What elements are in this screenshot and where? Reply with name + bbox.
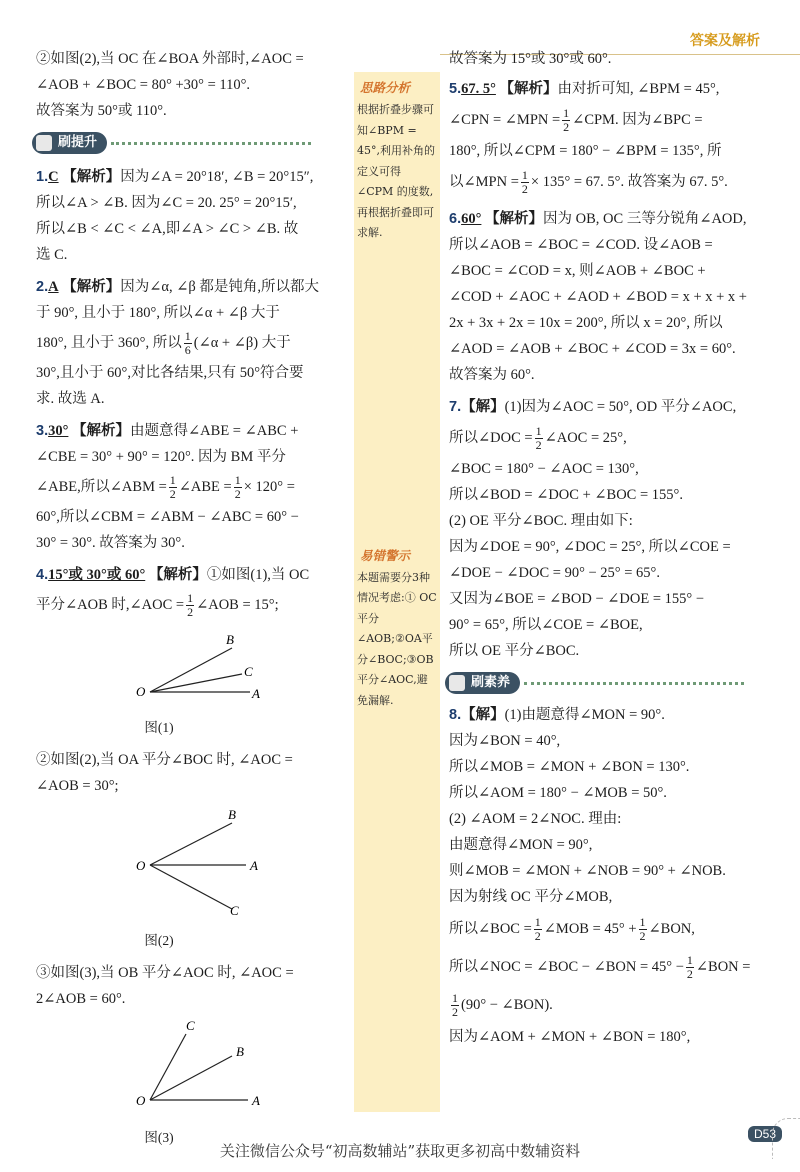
solution-text: $\frac{1}{2}$ (90° − ∠BON). <box>452 991 553 1020</box>
solution-text: 于 90°, 且小于 180°, 所以∠α + ∠β 大于 <box>36 305 280 321</box>
solution-text: (2) OE 平分∠BOC. 理由如下: <box>449 513 633 529</box>
section-badge <box>445 672 520 694</box>
solution-text: ∠COD + ∠AOC + ∠AOD + ∠BOD = x + x + x + <box>449 289 747 305</box>
point-label-o: O <box>136 684 146 699</box>
fraction: $\frac{1}{2}$ <box>187 591 194 620</box>
solution-text: 所以∠A > ∠B. 因为∠C = 20. 25° = 20°15′, <box>36 195 297 211</box>
note-title-analysis: 思路分析 <box>360 81 411 95</box>
analysis-tag: 【解析】 <box>72 423 131 439</box>
solution-text: 以∠MPN = $\frac{1}{2}$ × 135° = 67. 5°. 故答案为 67. 5°. <box>449 168 728 197</box>
answer-choice: C <box>48 169 59 185</box>
point-label-b: B <box>226 632 234 647</box>
answer-line: 7.【解】(1)因为∠AOC = 50°, OD 平分∠AOC, <box>449 399 737 415</box>
figure-caption: 图(1) <box>144 720 174 735</box>
analysis-tag: 【解析】 <box>148 567 207 583</box>
figure-caption: 图(2) <box>144 933 174 948</box>
solution-text: ∠CPN = ∠MPN = $\frac{1}{2}$ ∠CPM. 因为∠BPC = <box>449 106 703 135</box>
left-column <box>36 46 352 1151</box>
question-number: 4. <box>36 567 49 583</box>
ray-ob <box>150 648 232 692</box>
figure-2-diagram <box>36 803 352 915</box>
answer-choice: A <box>48 279 59 295</box>
book-icon <box>449 675 465 691</box>
solution-text: ∠CBE = 30° + 90° = 120°. 因为 BM 平分 <box>36 449 286 465</box>
solution-text: 90° = 65°, 所以∠COE = ∠BOE, <box>449 617 643 633</box>
figure-3-diagram <box>36 1016 352 1112</box>
analysis-tag: 【解析】 <box>62 279 121 295</box>
solution-text: 60°,所以∠CBM = ∠ABM − ∠ABC = 60° − <box>36 509 299 525</box>
solution-text: 所以∠AOB = ∠BOC = ∠COD. 设∠AOB = <box>449 237 713 253</box>
solution-text: 所以 OE 平分∠BOC. <box>449 643 580 659</box>
solution-text: 因为∠DOE = 90°, ∠DOC = 25°, 所以∠COE = <box>449 539 731 555</box>
svg-text:C: C <box>186 1018 195 1033</box>
solution-text: 因为∠BON = 40°, <box>449 733 561 749</box>
solution-text: ②如图(2),当 OA 平分∠BOC 时, ∠AOC = <box>36 752 293 768</box>
answer-line <box>36 274 352 300</box>
figure-caption: 图(3) <box>144 1130 174 1145</box>
svg-text:C: C <box>230 903 239 915</box>
solution-text: 由题意得∠MON = 90°, <box>449 837 593 853</box>
solution-text: 30°,且小于 60°,对比各结果,只有 50°符合要 <box>36 365 304 381</box>
intro-line: ②如图(2),当 OC 在∠BOA 外部时,∠AOC = <box>36 51 304 67</box>
solution-text: 故答案为 60°. <box>449 367 535 383</box>
solution-text: 平分∠AOB 时,∠AOC = $\frac{1}{2}$ ∠AOB = 15°; <box>36 591 279 620</box>
solution-text: 30° = 30°. 故答案为 30°. <box>36 535 185 551</box>
solution-text: 由题意得∠ABE = ∠ABC + <box>130 423 299 439</box>
solution-text: ①如图(1),当 OC <box>206 567 310 583</box>
answer-value: 30° <box>48 423 69 439</box>
sidebar-notes <box>354 72 440 1112</box>
solution-text: 180°, 所以∠CPM = 180° − ∠BPM = 135°, 所 <box>449 143 722 159</box>
svg-text:A: A <box>252 1093 260 1108</box>
solution-text: 所以∠MOB = ∠MON + ∠BON = 130°. <box>449 759 690 775</box>
section-header-suyang <box>445 672 767 694</box>
answer-value: 67. 5° <box>461 81 496 97</box>
section-label: 刷提升 <box>58 135 98 150</box>
point-label-a: A <box>252 686 260 701</box>
answer-line: 6.60° 【解析】因为 OB, OC 三等分锐角∠AOD, <box>449 211 747 227</box>
ray-oc <box>150 674 242 692</box>
section-header-tishen <box>32 132 352 154</box>
note-text-analysis: 根据折叠步骤可知∠BPM = 45°,利用补角的定义可得∠CPM 的度数,再根据折叠即可求解. <box>357 103 435 239</box>
answer-value: 60° <box>461 211 482 227</box>
note-text-warning: 本题需要分3种情况考虑:① OC 平分∠AOB;②OA平分∠BOC;③OB平分∠AOC,避免漏解. <box>357 570 437 707</box>
right-column <box>449 46 767 1050</box>
book-icon <box>36 135 52 151</box>
answer-line: 8.【解】(1)由题意得∠MON = 90°. <box>449 707 665 723</box>
solution-text: 180°, 且小于 360°, 所以 $\frac{1}{6}$ (∠α + ∠β) 大于 <box>36 329 291 358</box>
solution-text: 所以∠BOC = $\frac{1}{2}$ ∠MOB = 45° + $\frac{1}{2}$ ∠BON, <box>449 915 695 944</box>
page-number: D53 <box>748 1126 782 1142</box>
solution-text: ∠BOC = ∠COD = x, 则∠AOB + ∠BOC + <box>449 263 706 279</box>
intro-line: ∠AOB + ∠BOC = 80° +30° = 110°. <box>36 77 251 93</box>
intro-line: 故答案为 50°或 110°. <box>36 103 167 119</box>
fraction: $\frac{1}{2}$ <box>234 473 241 502</box>
solution-text: 所以∠BOD = ∠DOC + ∠BOC = 155°. <box>449 487 683 503</box>
question-number: 1. <box>36 169 49 185</box>
fraction: $\frac{1}{2}$ <box>535 424 542 453</box>
fraction: $\frac{1}{2}$ <box>169 473 176 502</box>
solution-text: ∠BOC = 180° − ∠AOC = 130°, <box>449 461 639 477</box>
question-number: 2. <box>36 279 49 295</box>
solution-text: 2∠AOB = 60°. <box>36 991 126 1007</box>
answer-line <box>36 418 352 444</box>
solution-text: 故答案为 15°或 30°或 60°. <box>449 51 612 67</box>
answer-line <box>36 164 352 190</box>
svg-text:O: O <box>136 858 146 873</box>
point-label-c: C <box>244 664 253 679</box>
solution-text: ∠DOE − ∠DOC = 90° − 25° = 65°. <box>449 565 660 581</box>
solution-text: 所以∠B < ∠C < ∠A,即∠A > ∠C > ∠B. 故 <box>36 221 299 237</box>
solution-text: 所以∠DOC = $\frac{1}{2}$ ∠AOC = 25°, <box>449 424 627 453</box>
analysis-tag: 【解析】 <box>62 169 121 185</box>
fraction: $\frac{1}{2}$ <box>686 953 693 982</box>
figure-1-diagram <box>36 626 352 702</box>
dotted-divider <box>524 682 744 685</box>
note-title-warning: 易错警示 <box>360 548 411 563</box>
dotted-divider <box>111 142 311 145</box>
fraction: $\frac{1}{2}$ <box>521 168 528 197</box>
solution-text: 因为∠A = 20°18′, ∠B = 20°15″, <box>120 169 314 185</box>
solution-text: (2) ∠AOM = 2∠NOC. 理由: <box>449 811 622 827</box>
solution-text: ∠AOD = ∠AOB + ∠BOC + ∠COD = 3x = 60°. <box>449 341 736 357</box>
solution-text: 因为∠AOM + ∠MON + ∠BON = 180°, <box>449 1029 691 1045</box>
answer-value: 15°或 30°或 60° <box>48 567 146 583</box>
section-badge <box>32 132 107 154</box>
solution-text: ∠AOB = 30°; <box>36 778 119 794</box>
solution-text: 因为射线 OC 平分∠MOB, <box>449 889 613 905</box>
solution-text: ③如图(3),当 OB 平分∠AOC 时, ∠AOC = <box>36 965 294 981</box>
solution-text: 所以∠AOM = 180° − ∠MOB = 50°. <box>449 785 667 801</box>
question-number: 3. <box>36 423 49 439</box>
fraction: $\frac{1}{2}$ <box>639 915 646 944</box>
fraction: $\frac{1}{2}$ <box>534 915 541 944</box>
footer-notice: 关注微信公众号“初高数辅站”获取更多初高中数辅资料 <box>219 1142 581 1160</box>
section-label: 刷素养 <box>471 675 511 690</box>
answer-line: 5.67. 5° 【解析】由对折可知, ∠BPM = 45°, <box>449 81 720 97</box>
answer-line <box>36 562 352 588</box>
svg-text:B: B <box>228 807 236 822</box>
svg-text:O: O <box>136 1093 146 1108</box>
solution-text: ∠ABE,所以∠ABM = $\frac{1}{2}$ ∠ABE = $\frac{1}{2}$ × 120° = <box>36 473 295 502</box>
svg-text:A: A <box>250 858 258 873</box>
solution-text: 又因为∠BOE = ∠BOD − ∠DOE = 155° − <box>449 591 704 607</box>
solution-text: 2x + 3x + 2x = 10x = 200°, 所以 x = 20°, 所以 <box>449 315 723 331</box>
solution-text: 因为∠α, ∠β 都是钝角,所以都大 <box>120 279 319 295</box>
fraction: $\frac{1}{2}$ <box>563 106 570 135</box>
svg-text:B: B <box>236 1044 244 1059</box>
fraction: $\frac{1}{2}$ <box>452 991 458 1020</box>
fraction: $\frac{1}{6}$ <box>184 329 191 358</box>
solution-text: 所以∠NOC = ∠BOC − ∠BON = 45° − $\frac{1}{2}$ ∠BON = <box>449 953 751 982</box>
solution-text: 选 C. <box>36 247 68 263</box>
solution-text: 求. 故选 A. <box>36 391 105 407</box>
page-header: 答案及解析 <box>690 33 760 49</box>
solution-text: 则∠MOB = ∠MON + ∠NOB = 90° + ∠NOB. <box>449 863 726 879</box>
